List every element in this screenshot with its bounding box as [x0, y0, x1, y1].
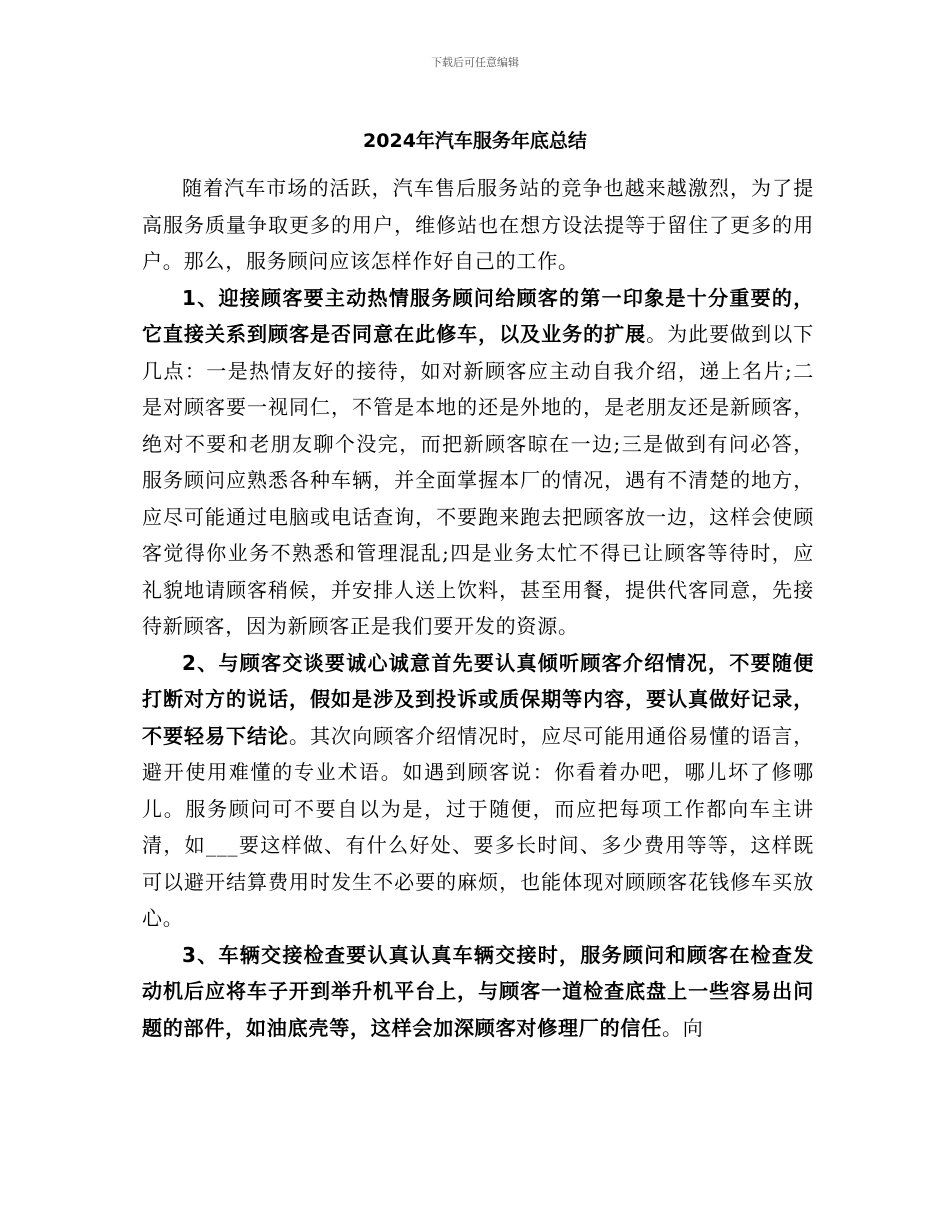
section-2-body: 。其次向顾客介绍情况时，应尽可能用通俗易懂的语言，避开使用难懂的专业术语。如遇到顾客说：你看着办吧，哪儿坏了修哪儿。服务顾问可不要自以为是，过于随便，而应把每项工作都向车主讲清，如___要这样做、有什么好处、要多长时间、多少费用等等，这样既可以避开结算费用时发生不必要的麻烦，也能体现对顾顾客花钱修车买放心。 [142, 723, 814, 930]
section-3-paragraph [142, 937, 814, 1047]
page-header-note: 下载后可任意编辑 [431, 56, 519, 69]
document-title: 2024年汽车服务年底总结 [363, 130, 587, 152]
document-body [142, 170, 814, 1046]
section-2-paragraph [142, 645, 814, 937]
section-2-heading: 2、与顾客交谈要诚心诚意首先要认真倾听顾客介绍情况，不要随便打断对方的说话，假如是涉及到投诉或质保期等内容，要认真做好记录，不要轻易下结论 [142, 650, 814, 748]
section-3-body: 。向 [662, 1015, 704, 1040]
section-1-body: 。为此要做到以下几点：一是热情友好的接待，如对新顾客应主动自我介绍，递上名片;二是对顾客要一视同仁，不管是本地的还是外地的，是老朋友还是新顾客，绝对不要和老朋友聊个没完，而把新顾客晾在一边;三是做到有问必答，服务顾问应熟悉各种车辆，并全面掌握本厂的情况，遇有不清楚的地方，应尽可能通过电脑或电话查询，不要跑来跑去把顾客放一边，这样会使顾客觉得你业务不熟悉和管理混乱;四是业务太忙不得已让顾客等待时，应礼貌地请顾客稍候，并安排人送上饮料，甚至用餐，提供代客同意，先接待新顾客，因为新顾客正是我们要开发的资源。 [142, 322, 814, 638]
intro-paragraph: 随着汽车市场的活跃，汽车售后服务站的竞争也越来越激烈，为了提高服务质量争取更多的用户，维修站也在想方设法提等于留住了更多的用户。那么，服务顾问应该怎样作好自己的工作。 [142, 176, 814, 273]
section-1-heading: 1、迎接顾客要主动热情服务顾问给顾客的第一印象是十分重要的，它直接关系到顾客是否同意在此修车，以及业务的扩展 [142, 285, 814, 346]
section-1-paragraph [142, 280, 814, 645]
section-3-heading: 3、车辆交接检查要认真认真车辆交接时，服务顾问和顾客在检查发动机后应将车子开到举升机平台上，与顾客一道检查底盘上一些容易出问题的部件，如油底壳等，这样会加深顾客对修理厂的信任 [142, 942, 814, 1040]
